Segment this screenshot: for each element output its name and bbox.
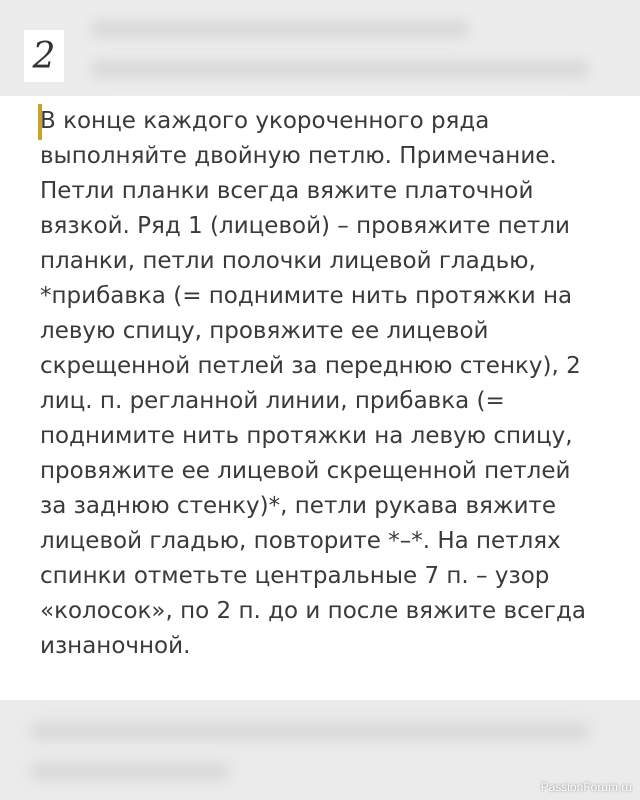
paragraph-line: за заднюю стенку)*, петли рукава вяжите bbox=[40, 493, 557, 519]
step-number: 2 bbox=[32, 35, 56, 77]
paragraph-line: лицевой гладью, повторите *–*. На петлях bbox=[40, 528, 561, 554]
blurred-text-line bbox=[30, 722, 590, 740]
paragraph-line: провяжите ее лицевой скрещенной петлей bbox=[40, 458, 571, 484]
paragraph-line: изнаночной. bbox=[40, 633, 191, 659]
paragraph-line: спинки отметьте центральные 7 п. – узор bbox=[40, 563, 550, 589]
blurred-text-line bbox=[90, 20, 470, 38]
paragraph-line: поднимите нить протяжки на левую спицу, bbox=[40, 423, 573, 449]
paragraph-line: *прибавка (= поднимите нить протяжки на bbox=[40, 283, 573, 309]
paragraph-line: «колосок», по 2 п. до и после вяжите всегда bbox=[40, 598, 586, 624]
paragraph-line: выполняйте двойную петлю. Примечание. bbox=[40, 143, 557, 169]
blurred-text-line bbox=[90, 60, 590, 78]
paragraph-line: планки, петли полочки лицевой гладью, bbox=[40, 248, 536, 274]
paragraph-line: вязкой. Ряд 1 (лицевой) – провяжите петли bbox=[40, 213, 570, 239]
paragraph-line: В конце каждого укороченного ряда bbox=[40, 108, 490, 134]
paragraph-line: Петли планки всегда вяжите платочной bbox=[40, 178, 534, 204]
instruction-paragraph[interactable] bbox=[40, 104, 620, 664]
paragraph-line: скрещенной петлей за переднюю стенку), 2 bbox=[40, 353, 581, 379]
paragraph-line: лиц. п. регланной линии, прибавка (= bbox=[40, 388, 505, 414]
step-number-badge bbox=[24, 30, 64, 82]
blurred-header-area bbox=[0, 0, 640, 100]
site-watermark: PassionForum.ru bbox=[540, 780, 632, 794]
blurred-text-line bbox=[30, 762, 230, 780]
paragraph-line: левую спицу, провяжите ее лицевой bbox=[40, 318, 489, 344]
